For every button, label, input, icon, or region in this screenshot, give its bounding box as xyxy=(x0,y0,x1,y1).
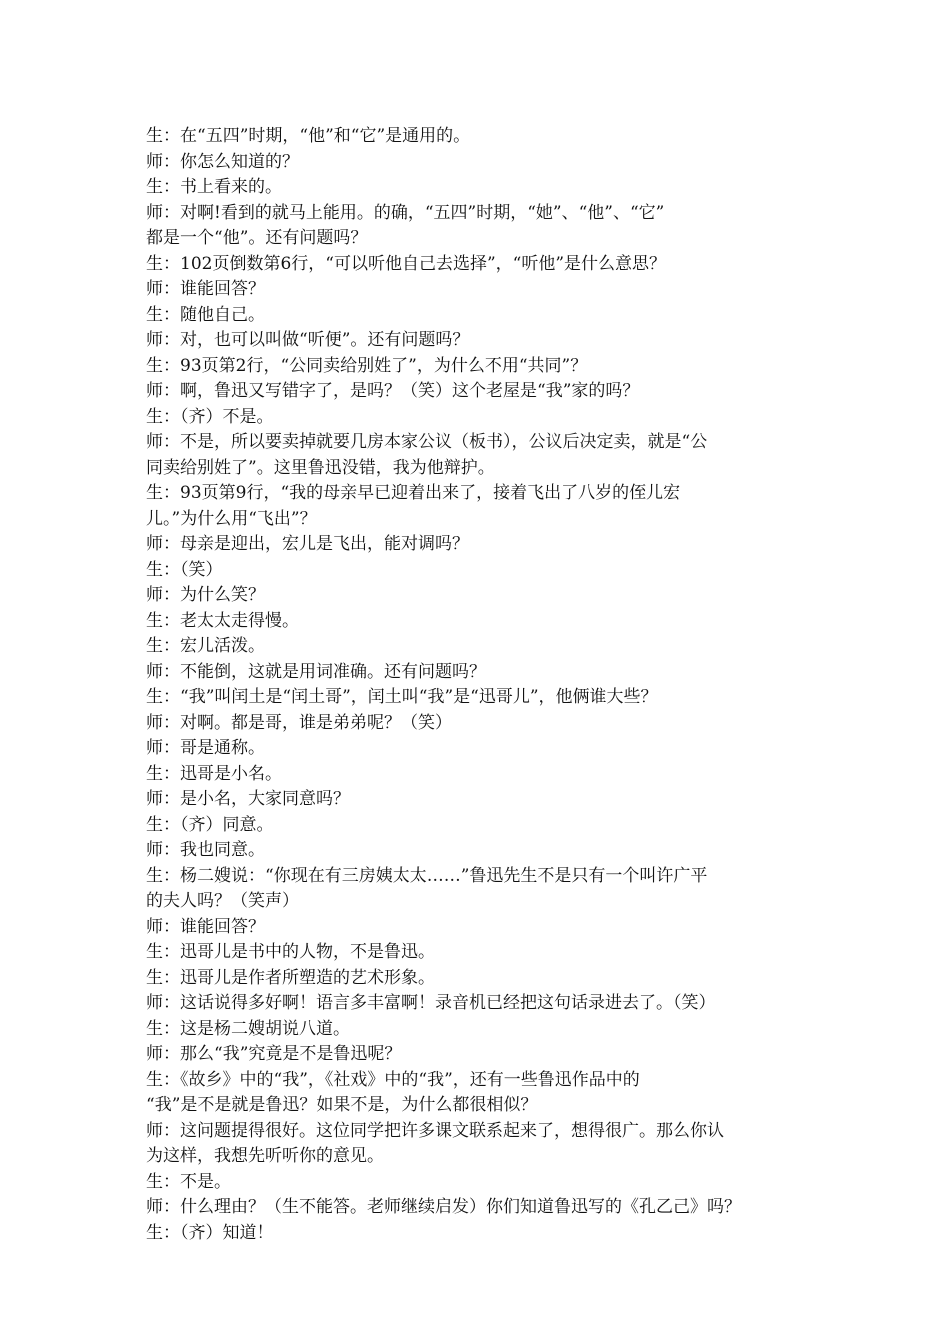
text-line: 师：你怎么知道的？ xyxy=(146,151,299,172)
text-line: 师：我也同意。 xyxy=(146,840,265,860)
text-line: 都是一个“他”。还有问题吗？ xyxy=(146,228,368,248)
text-line: 生：93页第2行，“公同卖给别姓了”，为什么不用“共同”？ xyxy=(146,355,588,376)
text-line: 师：对，也可以叫做“听便”。还有问题吗？ xyxy=(146,330,470,350)
text-line: 师：什么理由？（生不能答。老师继续启发）你们知道鲁迅写的《孔乙己》吗？ xyxy=(146,1197,741,1217)
text-line: 生：迅哥儿是书中的人物，不是鲁迅。 xyxy=(146,942,435,962)
text-line: 师：哥是通称。 xyxy=(146,738,265,758)
text-line: 生：书上看来的。 xyxy=(146,177,282,197)
text-line: 师：对啊!看到的就马上能用。的确，“五四”时期，“她”、“他”、“它” xyxy=(146,202,665,223)
text-line: 生：杨二嫂说：“你现在有三房姨太太……”鲁迅先生不是只有一个叫许广平 xyxy=(146,865,708,886)
text-line: 生：《故乡》中的“我”，《社戏》中的“我”，还有一些鲁迅作品中的 xyxy=(146,1069,640,1090)
text-line: 师：谁能回答？ xyxy=(146,279,265,299)
text-line: 生：这是杨二嫂胡说八道。 xyxy=(146,1018,350,1039)
text-line: 生：宏儿活泼。 xyxy=(146,636,265,656)
text-line: 师：那么“我”究竟是不是鲁迅呢？ xyxy=(146,1044,402,1064)
text-line: 师：这话说得多好啊！语言多丰富啊！录音机已经把这句话录进去了。（笑） xyxy=(146,993,716,1013)
text-line: “我”是不是就是鲁迅？如果不是，为什么都很相似？ xyxy=(146,1095,538,1115)
text-line: 生：老太太走得慢。 xyxy=(146,610,299,631)
text-line: 生：在“五四”时期，“他”和“它”是通用的。 xyxy=(146,126,471,146)
text-line: 师：母亲是迎出，宏儿是飞出，能对调吗？ xyxy=(146,534,469,554)
text-line: 师：不能倒，这就是用词准确。还有问题吗？ xyxy=(146,661,486,682)
text-line: 生：（笑） xyxy=(146,559,223,580)
text-line: 生：93页第9行，“我的母亲早已迎着出来了，接着飞出了八岁的侄儿宏 xyxy=(146,483,681,503)
text-line: 生：“我”叫闰土是“闰土哥”，闰土叫“我”是“迅哥儿”，他俩谁大些？ xyxy=(146,687,658,707)
text-line: 生：随他自己。 xyxy=(146,304,265,325)
text-line: 师：不是，所以要卖掉就要几房本家公议（板书），公议后决定卖，就是“公 xyxy=(146,432,708,452)
text-line: 生：迅哥儿是作者所塑造的艺术形象。 xyxy=(146,967,435,988)
text-line: 师：是小名，大家同意吗？ xyxy=(146,789,350,809)
text-line: 生：（齐）知道！ xyxy=(146,1222,274,1243)
text-line: 同卖给别姓了”。这里鲁迅没错，我为他辩护。 xyxy=(146,457,495,478)
text-line: 为这样，我想先听听你的意见。 xyxy=(146,1146,384,1166)
text-line: 儿。”为什么用“飞出”？ xyxy=(146,508,317,529)
text-line: 师：为什么笑？ xyxy=(146,585,265,605)
text-line: 生：（齐）同意。 xyxy=(146,814,274,835)
text-line: 师：啊，鲁迅又写错字了，是吗？（笑）这个老屋是“我”家的吗？ xyxy=(146,381,640,401)
text-line: 师：这问题提得很好。这位同学把许多课文联系起来了，想得很广。那么你认 xyxy=(146,1120,724,1141)
text-line: 师：对啊。都是哥，谁是弟弟呢？（笑） xyxy=(146,712,452,733)
text-line: 师：谁能回答？ xyxy=(146,916,265,937)
text-line: 的夫人吗？（笑声） xyxy=(146,891,299,911)
text-line: 生：102页倒数第6行，“可以听他自己去选择”，“听他”是什么意思？ xyxy=(146,253,667,274)
text-line: 生：迅哥是小名。 xyxy=(146,763,282,784)
document-page xyxy=(146,124,814,1246)
text-line: 生：（齐）不是。 xyxy=(146,406,274,427)
text-line: 生：不是。 xyxy=(146,1171,231,1192)
